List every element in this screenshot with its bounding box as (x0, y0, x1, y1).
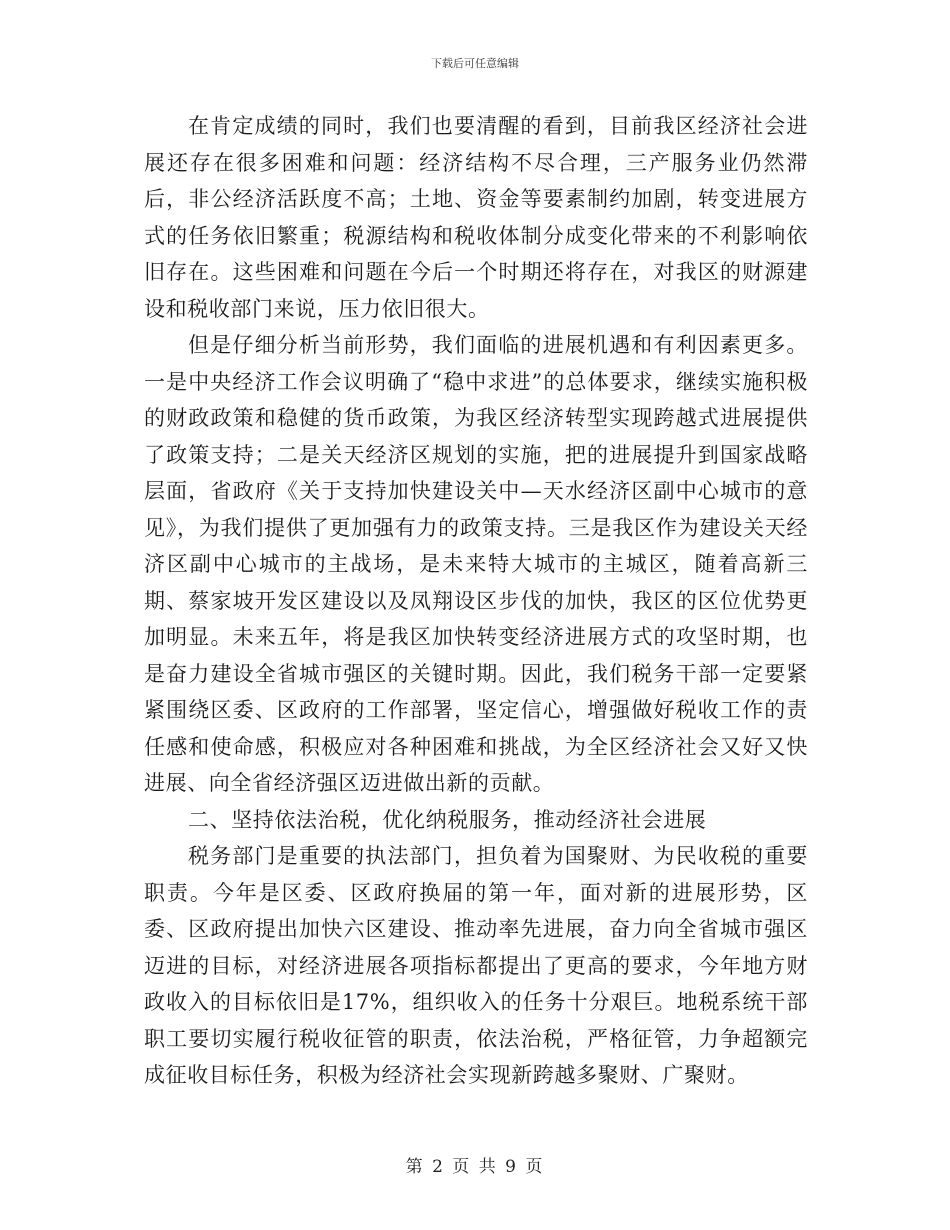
page-number: 2 (432, 1157, 445, 1177)
page-mid: 页 共 (452, 1157, 498, 1177)
paragraph-tax-duties: 税务部门是重要的执法部门，担负着为国聚财、为民收税的重要职责。今年是区委、区政府换届的第一年，面对新的进展形势，区委、区政府提出加快六区建设、推动率先进展，奋力向全省城市强区迈进的目标，对经济进展各项指标都提出了更高的要求，今年地方财政收入的目标依旧是17%，组织收入的任务十分艰巨。地税系统干部职工要切实履行税收征管的职责，依法治税，严格征管，力争超额完成征收目标任务，积极为经济社会实现新跨越多聚财、广聚财。 (144, 844, 808, 1087)
paragraph-opportunities: 但是仔细分析当前形势，我们面临的进展机遇和有利因素更多。一是中央经济工作会议明确了“稳中求进”的总体要求，继续实施积极的财政政策和稳健的货币政策，为我区经济转型实现跨越式进展提供了政策支持；二是关天经济区规划的实施，把的进展提升到国家战略层面，省政府《关于支持加快建设关中—天水经济区副中心城市的意见》，为我们提供了更加强有力的政策支持。三是我区作为建设关天经济区副中心城市的主战场，是未来特大城市的主城区，随着高新三期、蔡家坡开发区建设以及凤翔设区步伐的加快，我区的区位优势更加明显。未来五年，将是我区加快转变经济进展方式的攻坚时期，也是奋力建设全省城市强区的关键时期。因此，我们税务干部一定要紧紧围绕区委、区政府的工作部署，坚定信心，增强做好税收工作的责任感和使命感，积极应对各种困难和挑战，为全区经济社会又好又快进展、向全省经济强区迈进做出新的贡献。 (144, 333, 808, 795)
paragraph-difficulties: 在肯定成绩的同时，我们也要清醒的看到，目前我区经济社会进展还存在很多困难和问题：经济结构不尽合理，三产服务业仍然滞后，非公经济活跃度不高；土地、资金等要素制约加剧，转变进展方式的任务依旧繁重；税源结构和税收体制分成变化带来的不利影响依旧存在。这些困难和问题在今后一个时期还将存在，对我区的财源建设和税收部门来说，压力依旧很大。 (144, 114, 808, 321)
page-footer (0, 1152, 950, 1177)
document-body (144, 108, 808, 1094)
section-heading: 二、坚持依法治税，优化纳税服务，推动经济社会进展 (188, 807, 707, 832)
page-prefix: 第 (405, 1157, 425, 1177)
page-suffix: 页 (525, 1157, 545, 1177)
header-note: 下载后可任意编辑 (431, 57, 519, 70)
page-total: 9 (505, 1157, 518, 1177)
